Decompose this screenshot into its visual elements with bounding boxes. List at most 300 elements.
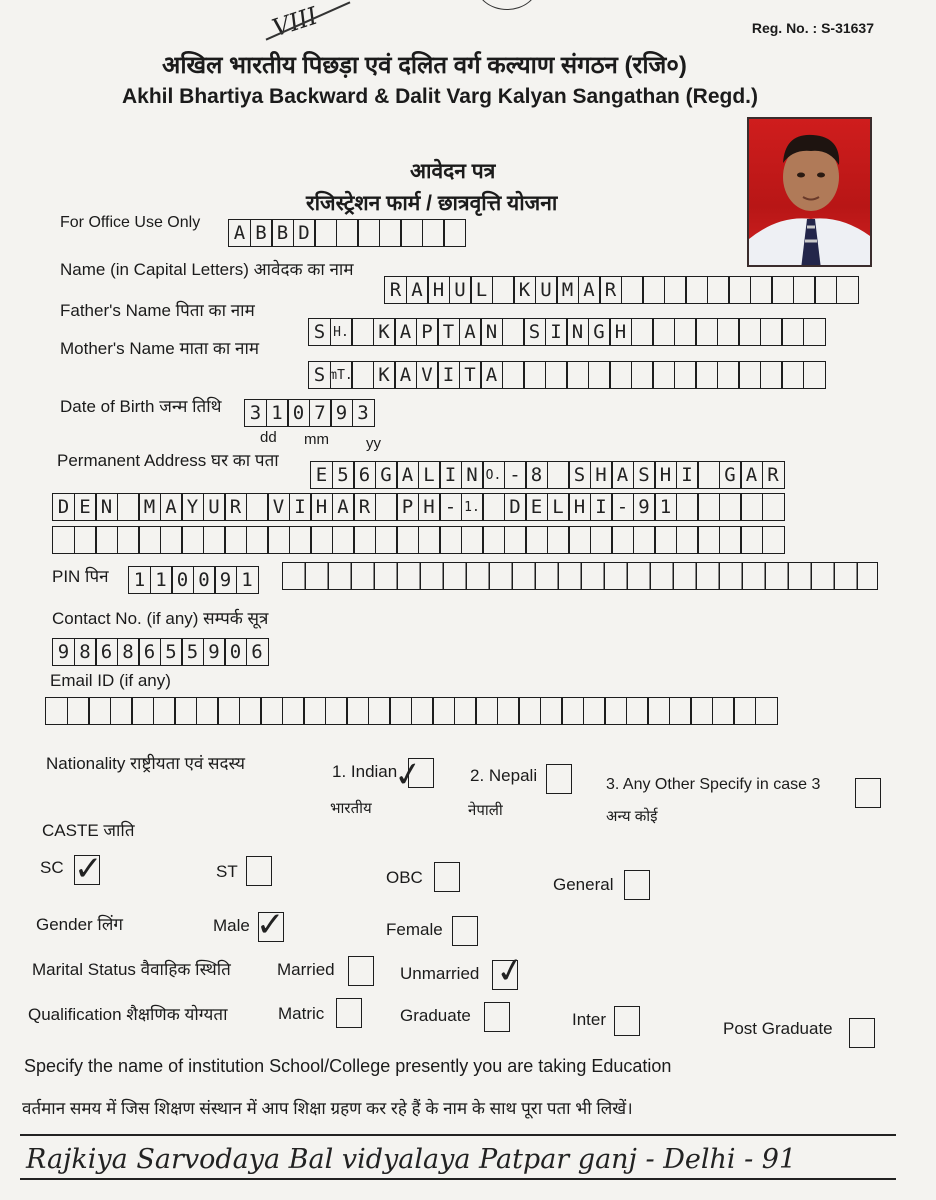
char-box[interactable]: -	[504, 461, 527, 489]
char-box[interactable]	[217, 697, 240, 725]
char-box[interactable]	[733, 697, 756, 725]
char-box[interactable]: M	[556, 276, 579, 304]
char-box[interactable]	[814, 276, 837, 304]
char-box[interactable]: T	[459, 361, 482, 389]
char-box[interactable]	[755, 697, 778, 725]
nationality-nepali-label: 2. Nepali	[470, 766, 538, 785]
marital-married-checkbox[interactable]	[348, 956, 374, 986]
office-use-boxes	[228, 219, 465, 247]
char-box[interactable]	[310, 526, 333, 554]
form-heading-application: आवेदन पत्र	[410, 160, 496, 183]
institution-label-english: Specify the name of institution School/College presently you are taking Education	[24, 1056, 672, 1076]
char-box[interactable]: H	[568, 493, 591, 521]
char-box[interactable]: A	[459, 318, 482, 346]
char-box[interactable]	[664, 276, 687, 304]
mother-name-boxes	[308, 361, 824, 389]
char-box[interactable]	[454, 697, 477, 725]
char-box[interactable]	[439, 526, 462, 554]
char-box[interactable]: M	[138, 493, 161, 521]
char-box[interactable]: V	[267, 493, 290, 521]
char-box[interactable]: 5	[332, 461, 355, 489]
char-box[interactable]	[379, 219, 402, 247]
address-line1-boxes	[310, 461, 783, 489]
char-box[interactable]	[647, 697, 670, 725]
form-heading-registration: रजिस्ट्रेशन फार्म / छात्रवृत्ति योजना	[306, 192, 558, 215]
marital-label: Marital Status वैवाहिक स्थिति	[32, 960, 231, 979]
char-box[interactable]	[332, 526, 355, 554]
char-box[interactable]	[631, 361, 654, 389]
char-box[interactable]: P	[416, 318, 439, 346]
caste-sc-label: SC	[40, 858, 64, 877]
char-box[interactable]: N	[461, 461, 484, 489]
char-box[interactable]	[781, 318, 804, 346]
char-box[interactable]	[674, 361, 697, 389]
char-box[interactable]	[351, 361, 374, 389]
char-box[interactable]: 6	[138, 638, 161, 666]
char-box[interactable]	[246, 526, 269, 554]
char-box[interactable]: I	[590, 493, 613, 521]
char-box[interactable]: 9	[52, 638, 75, 666]
char-box[interactable]: A	[394, 361, 417, 389]
address-line3-boxes	[52, 526, 783, 554]
char-box[interactable]	[762, 526, 785, 554]
char-box[interactable]	[525, 526, 548, 554]
char-box[interactable]	[504, 526, 527, 554]
caste-label: CASTE जाति	[42, 821, 135, 840]
char-box[interactable]: H	[310, 493, 333, 521]
char-box[interactable]	[712, 697, 735, 725]
char-box[interactable]: 1	[266, 399, 289, 427]
char-box[interactable]	[174, 697, 197, 725]
char-box[interactable]	[566, 361, 589, 389]
nationality-indian-tick: ✓	[391, 753, 426, 797]
char-box[interactable]: A	[480, 361, 503, 389]
char-box[interactable]	[224, 526, 247, 554]
char-box[interactable]	[117, 526, 140, 554]
char-box[interactable]: -	[611, 493, 634, 521]
char-box[interactable]: D	[504, 493, 527, 521]
char-box[interactable]	[631, 318, 654, 346]
char-box[interactable]	[695, 361, 718, 389]
char-box[interactable]	[357, 219, 380, 247]
char-box[interactable]: 3	[352, 399, 375, 427]
qualification-matric-checkbox[interactable]	[336, 998, 362, 1028]
char-box[interactable]	[203, 526, 226, 554]
char-box[interactable]	[138, 526, 161, 554]
char-box[interactable]: S	[633, 461, 656, 489]
nationality-label: Nationality राष्ट्रीयता एवं सदस्य	[46, 754, 246, 773]
char-box[interactable]	[697, 526, 720, 554]
char-box[interactable]	[642, 276, 665, 304]
gender-female-label: Female	[386, 920, 443, 939]
char-box[interactable]	[400, 219, 423, 247]
char-box[interactable]: R	[384, 276, 407, 304]
char-box[interactable]	[652, 318, 675, 346]
marital-unmarried-label: Unmarried	[400, 964, 480, 983]
char-box[interactable]	[267, 526, 290, 554]
char-box[interactable]	[396, 526, 419, 554]
char-box[interactable]: K	[373, 318, 396, 346]
char-box[interactable]	[314, 219, 337, 247]
char-box[interactable]: 9	[214, 566, 237, 594]
qualification-label: Qualification शैक्षणिक योग्यता	[28, 1005, 228, 1024]
char-box[interactable]	[717, 361, 740, 389]
char-box[interactable]	[626, 697, 649, 725]
char-box[interactable]: A	[332, 493, 355, 521]
char-box[interactable]	[418, 526, 441, 554]
char-box[interactable]: H	[654, 461, 677, 489]
char-box[interactable]	[260, 697, 283, 725]
char-box[interactable]	[588, 361, 611, 389]
char-box[interactable]	[502, 361, 525, 389]
caste-obc-checkbox[interactable]	[434, 862, 460, 892]
char-box[interactable]: 0	[287, 399, 310, 427]
char-box[interactable]: H	[418, 493, 441, 521]
char-box[interactable]	[368, 697, 391, 725]
char-box[interactable]	[609, 361, 632, 389]
char-box[interactable]: 1	[128, 566, 151, 594]
char-box[interactable]: E	[74, 493, 97, 521]
char-box[interactable]	[771, 276, 794, 304]
char-box[interactable]: B	[250, 219, 273, 247]
char-box[interactable]	[461, 526, 484, 554]
char-box[interactable]	[685, 276, 708, 304]
char-box[interactable]	[88, 697, 111, 725]
char-box[interactable]: 6	[246, 638, 269, 666]
char-box[interactable]: R	[599, 276, 622, 304]
char-box[interactable]	[375, 526, 398, 554]
dob-dd-label: dd	[260, 429, 277, 446]
char-box[interactable]	[740, 493, 763, 521]
char-box[interactable]	[492, 276, 515, 304]
char-box[interactable]	[561, 697, 584, 725]
caste-st-checkbox[interactable]	[246, 856, 272, 886]
dob-mm-label: mm	[304, 431, 329, 448]
char-box[interactable]	[652, 361, 675, 389]
char-box[interactable]	[793, 276, 816, 304]
char-box[interactable]: 6	[353, 461, 376, 489]
char-box[interactable]: U	[449, 276, 472, 304]
char-box[interactable]: R	[224, 493, 247, 521]
char-box[interactable]: S	[523, 318, 546, 346]
char-box[interactable]	[695, 318, 718, 346]
nationality-indian-hindi: भारतीय	[330, 800, 372, 817]
char-box[interactable]	[95, 526, 118, 554]
char-box[interactable]	[282, 697, 305, 725]
char-box[interactable]: I	[437, 361, 460, 389]
mother-name-label: Mother's Name माता का नाम	[60, 339, 260, 358]
char-box[interactable]: 7	[309, 399, 332, 427]
char-box[interactable]	[110, 697, 133, 725]
char-box[interactable]	[52, 526, 75, 554]
char-box[interactable]	[738, 361, 761, 389]
char-box[interactable]	[719, 493, 742, 521]
char-box[interactable]	[545, 361, 568, 389]
char-box[interactable]: I	[676, 461, 699, 489]
father-name-label: Father's Name पिता का नाम	[60, 301, 255, 320]
char-box[interactable]: B	[271, 219, 294, 247]
char-box[interactable]: 9	[203, 638, 226, 666]
char-box[interactable]: 1.	[461, 493, 484, 521]
char-box[interactable]	[676, 493, 699, 521]
char-box[interactable]: H.	[330, 318, 353, 346]
char-box[interactable]: A	[396, 461, 419, 489]
char-box[interactable]	[568, 526, 591, 554]
char-box[interactable]: H	[590, 461, 613, 489]
char-box[interactable]: I	[289, 493, 312, 521]
institution-value[interactable]: Rajkiya Sarvodaya Bal vidyalaya Patpar ganj - Delhi - 91	[26, 1144, 797, 1175]
char-box[interactable]: A	[406, 276, 429, 304]
char-box[interactable]: N	[480, 318, 503, 346]
char-box[interactable]: 8	[74, 638, 97, 666]
char-box[interactable]	[621, 276, 644, 304]
char-box[interactable]	[351, 318, 374, 346]
char-box[interactable]: L	[470, 276, 493, 304]
char-box[interactable]	[181, 526, 204, 554]
char-box[interactable]	[482, 493, 505, 521]
caste-obc-label: OBC	[386, 868, 423, 887]
pin-boxes	[128, 566, 257, 594]
char-box[interactable]	[760, 361, 783, 389]
char-box[interactable]	[719, 526, 742, 554]
char-box[interactable]	[160, 526, 183, 554]
char-box[interactable]: S	[568, 461, 591, 489]
char-box[interactable]	[346, 697, 369, 725]
email-boxes	[45, 697, 776, 725]
nationality-nepali-hindi: नेपाली	[468, 802, 503, 819]
char-box[interactable]: G	[375, 461, 398, 489]
char-box[interactable]	[697, 493, 720, 521]
char-box[interactable]	[336, 219, 359, 247]
char-box[interactable]	[740, 526, 763, 554]
char-box[interactable]	[196, 697, 219, 725]
char-box[interactable]	[67, 697, 90, 725]
char-box[interactable]: A	[228, 219, 251, 247]
char-box[interactable]: 5	[160, 638, 183, 666]
caste-general-label: General	[553, 875, 614, 894]
char-box[interactable]: A	[611, 461, 634, 489]
pin-label: PIN पिन	[52, 567, 109, 586]
char-box[interactable]	[540, 697, 563, 725]
char-box[interactable]	[153, 697, 176, 725]
qualification-graduate-label: Graduate	[400, 1006, 471, 1025]
char-box[interactable]: 8	[117, 638, 140, 666]
dob-label: Date of Birth जन्म तिथि	[60, 397, 222, 416]
char-box[interactable]	[547, 461, 570, 489]
char-box[interactable]: O.	[482, 461, 505, 489]
char-box[interactable]: 1	[654, 493, 677, 521]
char-box[interactable]: P	[396, 493, 419, 521]
char-box[interactable]: D	[293, 219, 316, 247]
char-box[interactable]	[303, 697, 326, 725]
char-box[interactable]: D	[52, 493, 75, 521]
char-box[interactable]	[633, 526, 656, 554]
char-box[interactable]	[803, 318, 826, 346]
char-box[interactable]	[760, 318, 783, 346]
char-box[interactable]: I	[545, 318, 568, 346]
char-box[interactable]: T	[437, 318, 460, 346]
institution-line-1	[20, 1134, 896, 1136]
qualification-inter-label: Inter	[572, 1010, 607, 1029]
char-box[interactable]	[547, 526, 570, 554]
char-box[interactable]: 1	[236, 566, 259, 594]
char-box[interactable]	[411, 697, 434, 725]
char-box[interactable]	[674, 318, 697, 346]
char-box[interactable]	[781, 361, 804, 389]
char-box[interactable]	[389, 697, 412, 725]
char-box[interactable]: A	[160, 493, 183, 521]
nationality-other-label: 3. Any Other Specify in case 3	[606, 776, 821, 793]
nationality-other-checkbox[interactable]	[855, 778, 881, 808]
char-box[interactable]: -	[439, 493, 462, 521]
char-box[interactable]: N	[95, 493, 118, 521]
char-box[interactable]	[590, 526, 613, 554]
char-box[interactable]: S	[308, 318, 331, 346]
pin-row-empty-boxes	[282, 562, 878, 590]
char-box[interactable]	[497, 697, 520, 725]
char-box[interactable]: A	[394, 318, 417, 346]
char-box[interactable]	[117, 493, 140, 521]
institution-line-2	[20, 1178, 896, 1180]
registration-number: Reg. No. : S-31637	[751, 20, 874, 36]
char-box[interactable]: U	[203, 493, 226, 521]
char-box[interactable]	[707, 276, 730, 304]
char-box[interactable]	[246, 493, 269, 521]
char-box[interactable]: K	[373, 361, 396, 389]
char-box[interactable]: A	[740, 461, 763, 489]
char-box[interactable]	[289, 526, 312, 554]
char-box[interactable]: R	[762, 461, 785, 489]
char-box[interactable]: N	[566, 318, 589, 346]
applicant-photo	[747, 117, 872, 267]
caste-general-checkbox[interactable]	[624, 870, 650, 900]
char-box[interactable]: G	[719, 461, 742, 489]
gender-male-label: Male	[213, 916, 250, 935]
char-box[interactable]: V	[416, 361, 439, 389]
char-box[interactable]	[239, 697, 262, 725]
char-box[interactable]	[583, 697, 606, 725]
dob-yy-label: yy	[366, 435, 381, 452]
char-box[interactable]: 0	[171, 566, 194, 594]
char-box[interactable]: 0	[224, 638, 247, 666]
char-box[interactable]	[803, 361, 826, 389]
char-box[interactable]	[502, 318, 525, 346]
char-box[interactable]	[353, 526, 376, 554]
student-photo-image	[749, 119, 872, 267]
char-box[interactable]	[654, 526, 677, 554]
char-box[interactable]: E	[310, 461, 333, 489]
handwritten-scribble: VIII	[268, 1, 321, 43]
qualification-pg-label: Post Graduate	[723, 1019, 833, 1038]
char-box[interactable]	[604, 697, 627, 725]
institution-label-hindi: वर्तमान समय में जिस शिक्षण संस्थान में आप शिक्षा ग्रहण कर रहे हैं के नाम के साथ पूरा पता भी लिखें।	[22, 1099, 633, 1118]
char-box[interactable]: 3	[244, 399, 267, 427]
email-label: Email ID (if any)	[50, 671, 171, 690]
char-box[interactable]	[74, 526, 97, 554]
qualification-matric-label: Matric	[278, 1004, 325, 1023]
nationality-nepali-checkbox[interactable]	[546, 764, 572, 794]
name-label: Name (in Capital Letters) आवेदक का नाम	[60, 260, 354, 279]
gender-female-checkbox[interactable]	[452, 916, 478, 946]
qualification-graduate-checkbox[interactable]	[484, 1002, 510, 1032]
caste-st-label: ST	[216, 862, 238, 881]
char-box[interactable]: 8	[525, 461, 548, 489]
char-box[interactable]: S	[308, 361, 331, 389]
char-box[interactable]	[669, 697, 692, 725]
char-box[interactable]: 6	[95, 638, 118, 666]
address-label: Permanent Address घर का पता	[57, 451, 279, 470]
nationality-indian-label: 1. Indian	[332, 762, 398, 781]
char-box[interactable]	[523, 361, 546, 389]
dob-boxes	[244, 399, 373, 427]
char-box[interactable]	[422, 219, 445, 247]
org-title-hindi: अखिल भारतीय पिछड़ा एवं दलित वर्ग कल्याण संगठन (रजि०)	[162, 52, 687, 79]
char-box[interactable]: 0	[193, 566, 216, 594]
char-box[interactable]: 9	[330, 399, 353, 427]
char-box[interactable]: K	[513, 276, 536, 304]
char-box[interactable]: 1	[150, 566, 173, 594]
char-box[interactable]	[443, 219, 466, 247]
char-box[interactable]: 5	[181, 638, 204, 666]
char-box[interactable]	[475, 697, 498, 725]
char-box[interactable]	[325, 697, 348, 725]
char-box[interactable]	[131, 697, 154, 725]
char-box[interactable]	[375, 493, 398, 521]
seal-arc	[476, 0, 538, 10]
char-box[interactable]: U	[535, 276, 558, 304]
char-box[interactable]: L	[418, 461, 441, 489]
father-name-boxes	[308, 318, 824, 346]
contact-label: Contact No. (if any) सम्पर्क सूत्र	[52, 609, 269, 628]
char-box[interactable]: G	[588, 318, 611, 346]
char-box[interactable]	[836, 276, 859, 304]
char-box[interactable]	[676, 526, 699, 554]
contact-boxes	[52, 638, 267, 666]
name-boxes	[384, 276, 857, 304]
char-box[interactable]	[690, 697, 713, 725]
qualification-inter-checkbox[interactable]	[614, 1006, 640, 1036]
char-box[interactable]: R	[353, 493, 376, 521]
org-title-english: Akhil Bhartiya Backward & Dalit Varg Kalyan Sangathan (Regd.)	[122, 85, 758, 108]
char-box[interactable]: L	[547, 493, 570, 521]
caste-sc-tick: ✓	[74, 849, 103, 889]
char-box[interactable]: H	[609, 318, 632, 346]
char-box[interactable]	[728, 276, 751, 304]
char-box[interactable]	[611, 526, 634, 554]
char-box[interactable]	[738, 318, 761, 346]
char-box[interactable]: 9	[633, 493, 656, 521]
char-box[interactable]	[717, 318, 740, 346]
char-box[interactable]: Y	[181, 493, 204, 521]
char-box[interactable]: mT.	[330, 361, 353, 389]
char-box[interactable]	[762, 493, 785, 521]
char-box[interactable]	[697, 461, 720, 489]
qualification-pg-checkbox[interactable]	[849, 1018, 875, 1048]
char-box[interactable]: A	[578, 276, 601, 304]
char-box[interactable]	[432, 697, 455, 725]
marital-married-label: Married	[277, 960, 335, 979]
gender-label: Gender लिंग	[36, 915, 123, 934]
char-box[interactable]: E	[525, 493, 548, 521]
gender-male-tick: ✓	[256, 905, 285, 945]
nationality-other-hindi: अन्य कोई	[606, 808, 658, 825]
char-box[interactable]: H	[427, 276, 450, 304]
char-box[interactable]	[45, 697, 68, 725]
char-box[interactable]: I	[439, 461, 462, 489]
char-box[interactable]	[750, 276, 773, 304]
char-box[interactable]	[518, 697, 541, 725]
char-box[interactable]	[482, 526, 505, 554]
